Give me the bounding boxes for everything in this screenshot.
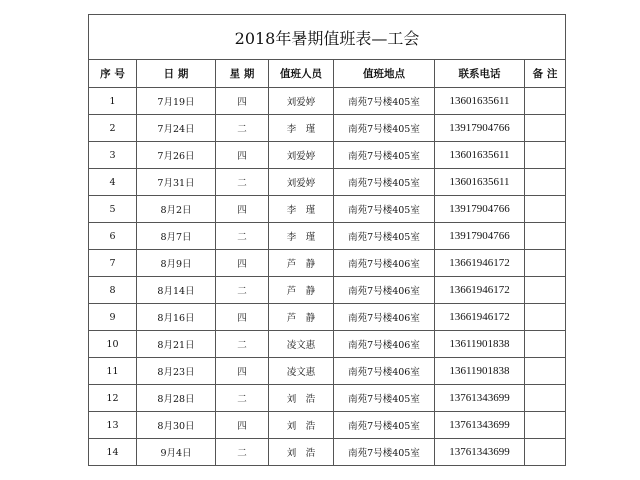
table-row [89,250,566,277]
table-row [89,304,566,331]
cell-weekday: 四 [216,412,269,439]
cell-phone: 13661946172 [435,277,525,304]
cell-date: 8月16日 [137,304,216,331]
cell-person: 李 瑾 [269,223,334,250]
cell-date: 8月30日 [137,412,216,439]
cell-no: 6 [89,223,137,250]
cell-person: 李 瑾 [269,196,334,223]
cell-date: 8月7日 [137,223,216,250]
cell-note [525,250,566,277]
cell-weekday: 二 [216,385,269,412]
cell-no: 11 [89,358,137,385]
title-row [89,15,566,60]
cell-place: 南苑7号楼405室 [334,169,435,196]
table-row [89,223,566,250]
cell-date: 7月19日 [137,88,216,115]
cell-place: 南苑7号楼406室 [334,331,435,358]
cell-person: 刘 浩 [269,439,334,466]
cell-no: 12 [89,385,137,412]
cell-person: 刘 浩 [269,385,334,412]
cell-date: 7月24日 [137,115,216,142]
cell-phone: 13761343699 [435,439,525,466]
table-row [89,277,566,304]
cell-phone: 13917904766 [435,196,525,223]
cell-person: 凌文惠 [269,358,334,385]
cell-person: 刘爱婷 [269,169,334,196]
cell-no: 1 [89,88,137,115]
cell-note [525,358,566,385]
cell-note [525,412,566,439]
cell-weekday: 四 [216,250,269,277]
cell-no: 4 [89,169,137,196]
cell-no: 10 [89,331,137,358]
cell-phone: 13601635611 [435,88,525,115]
cell-place: 南苑7号楼405室 [334,223,435,250]
cell-note [525,385,566,412]
cell-place: 南苑7号楼406室 [334,304,435,331]
cell-no: 13 [89,412,137,439]
cell-note [525,88,566,115]
cell-date: 8月21日 [137,331,216,358]
cell-note [525,331,566,358]
cell-place: 南苑7号楼406室 [334,277,435,304]
cell-weekday: 二 [216,277,269,304]
cell-no: 5 [89,196,137,223]
cell-phone: 13661946172 [435,304,525,331]
header-person: 值班人员 [269,60,334,88]
table-title: 2018年暑期值班表—工会 [89,15,566,60]
header-note: 备 注 [525,60,566,88]
cell-no: 14 [89,439,137,466]
cell-place: 南苑7号楼405室 [334,115,435,142]
cell-phone: 13761343699 [435,412,525,439]
cell-weekday: 四 [216,304,269,331]
cell-phone: 13917904766 [435,115,525,142]
cell-place: 南苑7号楼405室 [334,412,435,439]
duty-schedule-table [88,14,566,466]
cell-weekday: 四 [216,358,269,385]
table-row [89,196,566,223]
cell-note [525,142,566,169]
table-row [89,169,566,196]
table-row [89,142,566,169]
cell-phone: 13661946172 [435,250,525,277]
cell-place: 南苑7号楼406室 [334,358,435,385]
cell-date: 7月31日 [137,169,216,196]
table-row [89,331,566,358]
cell-date: 7月26日 [137,142,216,169]
cell-person: 凌文惠 [269,331,334,358]
table-row [89,385,566,412]
cell-weekday: 二 [216,169,269,196]
table-row [89,439,566,466]
cell-date: 8月14日 [137,277,216,304]
cell-person: 刘爱婷 [269,88,334,115]
cell-phone: 13917904766 [435,223,525,250]
cell-place: 南苑7号楼405室 [334,142,435,169]
cell-phone: 13611901838 [435,331,525,358]
cell-note [525,277,566,304]
cell-phone: 13761343699 [435,385,525,412]
header-phone: 联系电话 [435,60,525,88]
cell-date: 8月23日 [137,358,216,385]
cell-note [525,196,566,223]
cell-phone: 13611901838 [435,358,525,385]
cell-date: 9月4日 [137,439,216,466]
header-date: 日 期 [137,60,216,88]
cell-date: 8月28日 [137,385,216,412]
cell-weekday: 四 [216,142,269,169]
table-row [89,115,566,142]
cell-place: 南苑7号楼405室 [334,88,435,115]
cell-weekday: 四 [216,88,269,115]
cell-person: 李 瑾 [269,115,334,142]
cell-person: 芦 静 [269,250,334,277]
cell-date: 8月2日 [137,196,216,223]
table-row [89,88,566,115]
cell-weekday: 二 [216,439,269,466]
cell-weekday: 二 [216,331,269,358]
cell-note [525,115,566,142]
header-row [89,60,566,88]
header-weekday: 星 期 [216,60,269,88]
cell-no: 2 [89,115,137,142]
table-row [89,412,566,439]
table-row [89,358,566,385]
cell-no: 8 [89,277,137,304]
cell-no: 9 [89,304,137,331]
cell-place: 南苑7号楼405室 [334,196,435,223]
cell-person: 芦 静 [269,277,334,304]
cell-weekday: 四 [216,196,269,223]
cell-note [525,439,566,466]
header-place: 值班地点 [334,60,435,88]
cell-phone: 13601635611 [435,169,525,196]
cell-person: 刘爱婷 [269,142,334,169]
cell-person: 刘 浩 [269,412,334,439]
cell-place: 南苑7号楼405室 [334,439,435,466]
cell-date: 8月9日 [137,250,216,277]
cell-weekday: 二 [216,223,269,250]
cell-no: 3 [89,142,137,169]
cell-phone: 13601635611 [435,142,525,169]
cell-person: 芦 静 [269,304,334,331]
cell-note [525,169,566,196]
cell-weekday: 二 [216,115,269,142]
cell-note [525,304,566,331]
cell-no: 7 [89,250,137,277]
header-no: 序 号 [89,60,137,88]
cell-place: 南苑7号楼405室 [334,385,435,412]
cell-place: 南苑7号楼406室 [334,250,435,277]
cell-note [525,223,566,250]
